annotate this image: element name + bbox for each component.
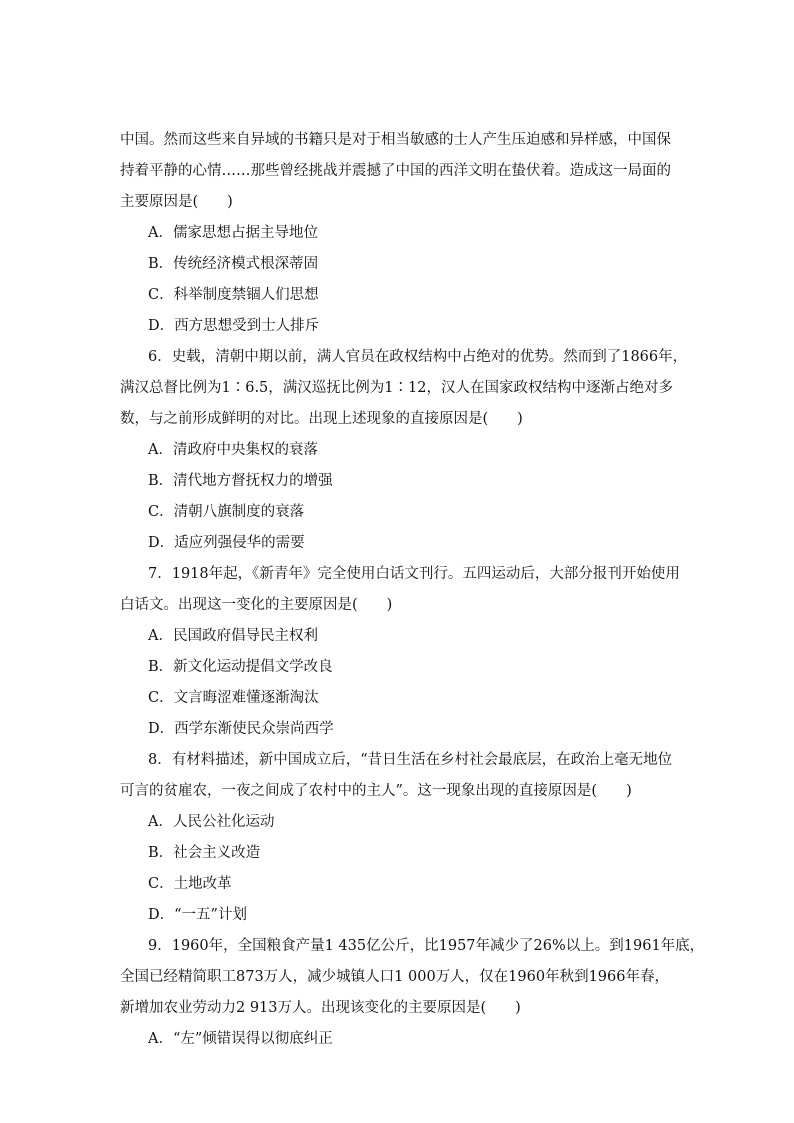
q9-line-3: 新增加农业劳动力2 913万人。出现该变化的主要原因是( ) xyxy=(120,1000,521,1016)
q6-option-b: B．清代地方督抚权力的增强 xyxy=(148,473,333,489)
q9-line-2: 全国已经精简职工873万人，减少城镇人口1 000万人，仅在1960年秋到1966年春， xyxy=(120,969,669,985)
q7-option-c: C．文言晦涩难懂逐渐淘汰 xyxy=(148,690,319,706)
q5-line-2: 持着平静的心情……那些曾经挑战并震撼了中国的西洋文明在蛰伏着。造成这一局面的 xyxy=(120,163,671,179)
q6-option-c: C．清朝八旗制度的衰落 xyxy=(148,504,305,520)
q5-line-1: 中国。然而这些来自异域的书籍只是对于相当敏感的士人产生压迫感和异样感，中国保 xyxy=(120,132,671,148)
q8-line-2: 可言的贫雇农，一夜之间成了农村中的主人”。这一现象出现的直接原因是( ) xyxy=(120,783,632,799)
q5-option-a: A．儒家思想占据主导地位 xyxy=(148,225,318,241)
q8-option-c: C．土地改革 xyxy=(148,876,232,892)
q5-line-3: 主要原因是( ) xyxy=(120,194,233,210)
q8-line-1: 8．有材料描述，新中国成立后，“昔日生活在乡村社会最底层，在政治上毫无地位 xyxy=(148,752,673,768)
q6-line-3: 数，与之前形成鲜明的对比。出现上述现象的直接原因是( ) xyxy=(120,411,523,427)
q8-option-a: A．人民公社化运动 xyxy=(148,814,275,830)
q5-option-b: B．传统经济模式根深蒂固 xyxy=(148,256,319,272)
q8-option-b: B．社会主义改造 xyxy=(148,845,261,861)
q5-option-c: C．科举制度禁锢人们思想 xyxy=(148,287,319,303)
q6-option-a: A．清政府中央集权的衰落 xyxy=(148,442,318,458)
q7-line-1: 7．1918年起，《新青年》完全使用白话文刊行。五四运动后，大部分报刊开始使用 xyxy=(148,566,680,582)
q6-option-d: D．适应列强侵华的需要 xyxy=(148,535,305,551)
q9-line-1: 9．1960年，全国粮食产量1 435亿公斤，比1957年减少了26%以上。到1961年底， xyxy=(148,938,705,954)
q7-option-d: D．西学东渐使民众崇尚西学 xyxy=(148,721,334,737)
q8-option-d: D．“一五”计划 xyxy=(148,907,247,923)
q6-line-1: 6．史载，清朝中期以前，满人官员在政权结构中占绝对的优势。然而到了1866年， xyxy=(148,349,688,365)
q7-option-b: B．新文化运动提倡文学改良 xyxy=(148,659,333,675)
q7-line-2: 白话文。出现这一变化的主要原因是( ) xyxy=(120,597,393,613)
q9-option-a: A．“左”倾错误得以彻底纠正 xyxy=(148,1031,333,1047)
q6-line-2: 满汉总督比例为1∶6.5，满汉巡抚比例为1∶12，汉人在国家政权结构中逐渐占绝对多 xyxy=(120,380,673,396)
q7-option-a: A．民国政府倡导民主权利 xyxy=(148,628,318,644)
q5-option-d: D．西方思想受到士人排斥 xyxy=(148,318,320,334)
